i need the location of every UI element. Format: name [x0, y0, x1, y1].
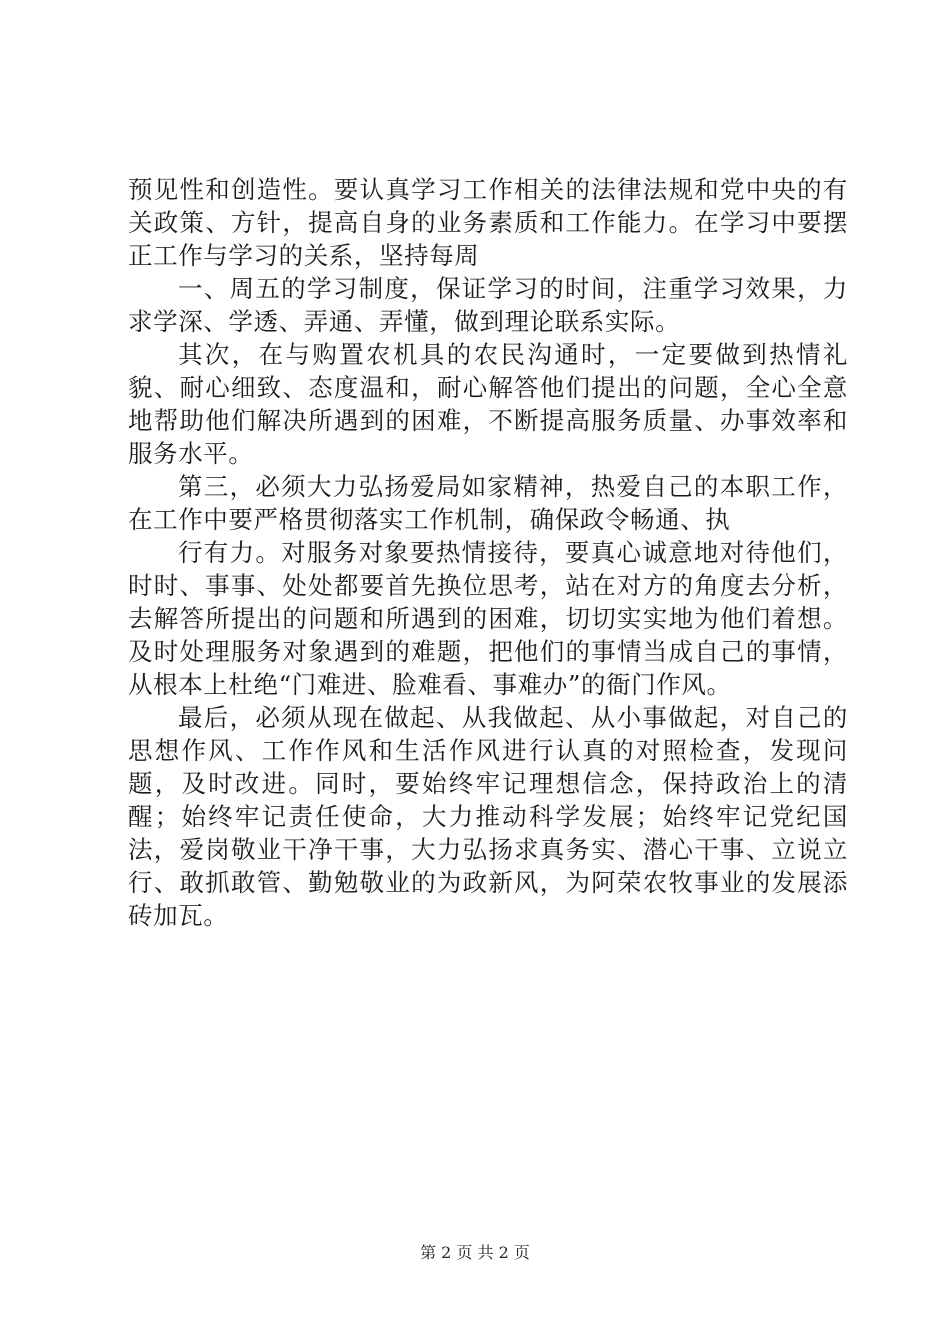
paragraph-6: 最后，必须从现在做起、从我做起、从小事做起，对自己的思想作风、工作作风和生活作风进行认真的对照检查，发现问题，及时改进。同时，要始终牢记理想信念，保持政治上的清醒；始终牢记责任使命，大力推动科学发展；始终牢记党纪国法，爱岗敬业干净干事，大力弘扬求真务实、潜心干事、立说立行、敢抓敢管、勤勉敬业的为政新风，为阿荣农牧事业的发展添砖加瓦。 — [128, 703, 848, 930]
page-number-footer: 第 2 页 共 2 页 — [420, 1243, 530, 1262]
paragraph-5: 行有力。对服务对象要热情接待，要真心诚意地对待他们，时时、事事、处处都要首先换位思考，站在对方的角度去分析，去解答所提出的问题和所遇到的困难，切切实实地为他们着想。及时处理服务对象遇到的难题，把他们的事情当成自己的事情，从根本上杜绝“门难进、脸难看、事难办”的衙门作风。 — [128, 538, 848, 699]
document-body — [128, 173, 848, 932]
paragraph-4: 第三，必须大力弘扬爱局如家精神，热爱自己的本职工作，在工作中要严格贯彻落实工作机制，确保政令畅通、执 — [128, 472, 848, 534]
paragraph-3: 其次，在与购置农机具的农民沟通时，一定要做到热情礼貌、耐心细致、态度温和，耐心解答他们提出的问题，全心全意地帮助他们解决所遇到的困难，不断提高服务质量、办事效率和服务水平。 — [128, 340, 848, 468]
paragraph-2: 一、周五的学习制度，保证学习的时间，注重学习效果，力求学深、学透、弄通、弄懂，做到理论联系实际。 — [128, 274, 848, 336]
paragraph-1: 预见性和创造性。要认真学习工作相关的法律法规和党中央的有关政策、方针，提高自身的业务素质和工作能力。在学习中要摆正工作与学习的关系，坚持每周 — [128, 175, 848, 270]
